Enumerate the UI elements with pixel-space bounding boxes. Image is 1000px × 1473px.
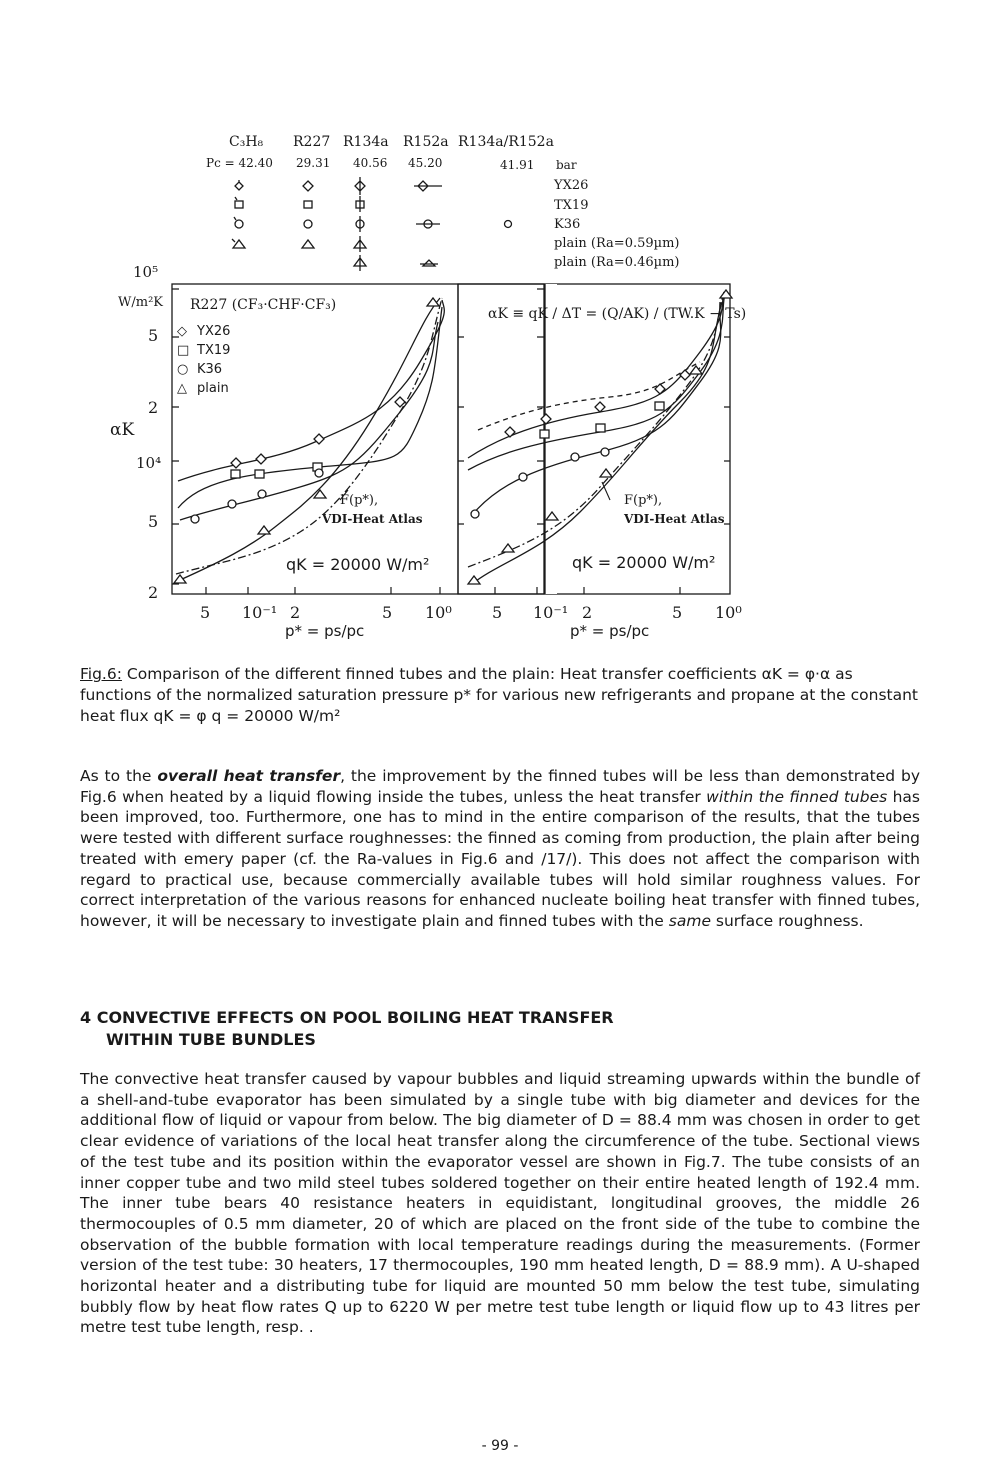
right-xtick-1e-1: 10⁻¹ [533, 603, 569, 622]
marker-r227-circle [304, 220, 312, 228]
fluid-label-propane: C₃H₈ [229, 134, 264, 150]
right-fp-label: F(p*), [624, 493, 663, 508]
marker-r134a-diamond [355, 177, 365, 195]
left-xtick-5a: 5 [200, 603, 211, 622]
pc-value-r152a: 45.20 [408, 156, 443, 170]
section-heading [80, 1007, 614, 1051]
left-legend-plain: △ plain [177, 381, 229, 396]
emphasis-within: within the finned tubes [706, 787, 888, 806]
emphasis-overall: overall heat transfer [157, 767, 341, 785]
square-icon: □ [177, 343, 190, 358]
circle-icon: ○ [177, 362, 189, 377]
left-vdi-label: VDI-Heat Atlas [322, 512, 423, 526]
fluid-label-r227: R227 [293, 134, 331, 150]
marker-key-matrix [225, 176, 725, 271]
left-legend-k36: ○ K36 [177, 362, 223, 377]
ytick-1e5: 10⁵ [133, 263, 159, 281]
figure-caption [80, 664, 920, 727]
fluid-label-mixture: R134a/R152a [458, 134, 554, 150]
right-xtick-5b: 5 [672, 603, 683, 622]
right-formula: αK ≡ qK / ΔT = (Q/AK) / (TW.K − Ts) [488, 306, 747, 322]
marker-r152a-diamond [414, 181, 442, 191]
left-legend-tx19: □ TX19 [177, 343, 231, 358]
left-xtick-2: 2 [290, 603, 301, 622]
diamond-icon: ◇ [177, 324, 187, 339]
left-xtick-1e0: 10⁰ [425, 603, 452, 622]
ylabel-alpha-k: αK [110, 420, 135, 440]
right-xlabel: p* = ps/pc [570, 622, 650, 640]
left-xlabel: p* = ps/pc [285, 622, 365, 640]
right-xtick-1e0: 10⁰ [715, 603, 742, 622]
fluid-label-r152a: R152a [403, 134, 449, 150]
left-xtick-5b: 5 [382, 603, 393, 622]
caption-text: Comparison of the different finned tubes and the plain: Heat transfer coefficients αK = φ·α as functions of the normalized saturation pressure p* for various new refrigerants and propane at the constant heat flux qK = φ q = 20000 W/m² [80, 665, 918, 725]
marker-r227-diamond [303, 181, 313, 191]
left-xtick-1e-1: 10⁻¹ [242, 603, 278, 622]
right-vdi-label: VDI-Heat Atlas [624, 512, 725, 526]
left-heat-flux: qK = 20000 W/m² [286, 555, 430, 574]
marker-propane-diamond [235, 180, 243, 190]
curve-right-plain [472, 302, 722, 584]
section-heading-line1: 4 CONVECTIVE EFFECTS ON POOL BOILING HEAT TRANSFER [80, 1008, 614, 1027]
tube-label-plain-059: plain (Ra=0.59µm) [554, 236, 680, 251]
paragraph-overall-heat-transfer: As to the overall heat transfer, the improvement by the finned tubes will be less than demonstrated by Fig.6 when heated by a liquid flowing inside the tubes, unless the heat transfer within the finned tubes has been improved, too. Furthermore, one has to mind in the entire comparison of the results, that the tubes were tested with different surface roughnesses: the finned as coming from production, the plain after being treated with emery paper (cf. the Ra-values in Fig.6 and /17/). This does not affect the comparison with regard to practical use, because commercially available tubes will hold similar roughness values. For correct interpretation of the various reasons for enhanced nucleate boiling heat transfer with finned tubes, however, it will be necessary to investigate plain and finned tubes with the same surface roughness. [80, 767, 921, 930]
pc-value-propane: Pc = 42.40 [206, 156, 273, 170]
right-heat-flux: qK = 20000 W/m² [572, 553, 716, 572]
right-xtick-5a: 5 [492, 603, 503, 622]
marker-mixture-circle [505, 221, 512, 228]
ytick-1e4: 10⁴ [136, 454, 162, 472]
right-panel-frame [458, 284, 730, 594]
marker-propane-circle [235, 220, 243, 228]
tube-label-tx19: TX19 [554, 198, 589, 213]
marker-r134a-triangle [354, 236, 366, 252]
fluid-label-r134a: R134a [343, 134, 389, 150]
tube-label-k36: K36 [554, 217, 581, 232]
page-number: - 99 - [481, 1438, 519, 1454]
pc-unit: bar [556, 158, 577, 172]
curve-right-dashed [478, 362, 700, 430]
caption-label: Fig.6: [80, 665, 122, 683]
yunit-label: W/m²K [118, 295, 163, 310]
ytick-5-lower: 5 [148, 512, 159, 531]
tube-label-plain-046: plain (Ra=0.46µm) [554, 255, 680, 270]
emphasis-same: same [668, 911, 711, 930]
left-fp-label: F(p*), [340, 493, 379, 508]
marker-propane-triangle [232, 239, 245, 248]
ytick-2-upper: 2 [148, 398, 159, 417]
triangle-icon: △ [177, 381, 187, 396]
pc-value-r134a: 40.56 [353, 156, 388, 170]
section-heading-line2: WITHIN TUBE BUNDLES [106, 1030, 316, 1049]
left-legend [177, 322, 230, 398]
ytick-5-upper: 5 [148, 326, 159, 345]
marker-r227-square [304, 201, 312, 208]
left-legend-yx26: ◇ YX26 [177, 324, 231, 339]
marker-propane-square [235, 201, 243, 208]
left-fluid-label: R227 (CF₃·CHF·CF₃) [190, 297, 337, 313]
right-xtick-2: 2 [582, 603, 593, 622]
pc-value-mixture: 41.91 [500, 158, 535, 172]
paragraph-convective-effects: The convective heat transfer caused by vapour bubbles and liquid streaming upwards within the bundle of a shell-and-tube evaporator has been simulated by a single tube with big diameter and devices for the additional flow of liquid or vapour from below. The big diameter of D = 88.4 mm was chosen in order to get clear evidence of variations of the local heat transfer along the circumference of the tube. Sectional views of the test tube and its position within the evaporator vessel are shown in Fig.7. The tube consists of an inner copper tube and two mild steel tubes soldered together on their entire heated length of 192.4 mm. The inner tube bears 40 resistance heaters in equidistant, longitudinal grooves, the middle 26 thermocouples of 0.5 mm diameter, 20 of which are placed on the front side of the tube to combine the observation of the bubble formation with local temperature readings during the measurements. (Former version of the test tube: 30 heaters, 17 thermocouples, 190 mm heated length, D = 88.9 mm). A U-shaped horizontal heater and a distributing tube for liquid are mounted 50 mm below the test tube, simulating bubbly flow by heat flow rates Q up to 6220 W per metre test tube length or liquid flow up to 43 litres per metre test tube length, resp. . [80, 1070, 920, 1337]
tube-label-yx26: YX26 [554, 178, 589, 193]
ytick-2-lower: 2 [148, 583, 159, 602]
pc-value-r227: 29.31 [296, 156, 331, 170]
marker-r227-triangle [302, 240, 314, 248]
